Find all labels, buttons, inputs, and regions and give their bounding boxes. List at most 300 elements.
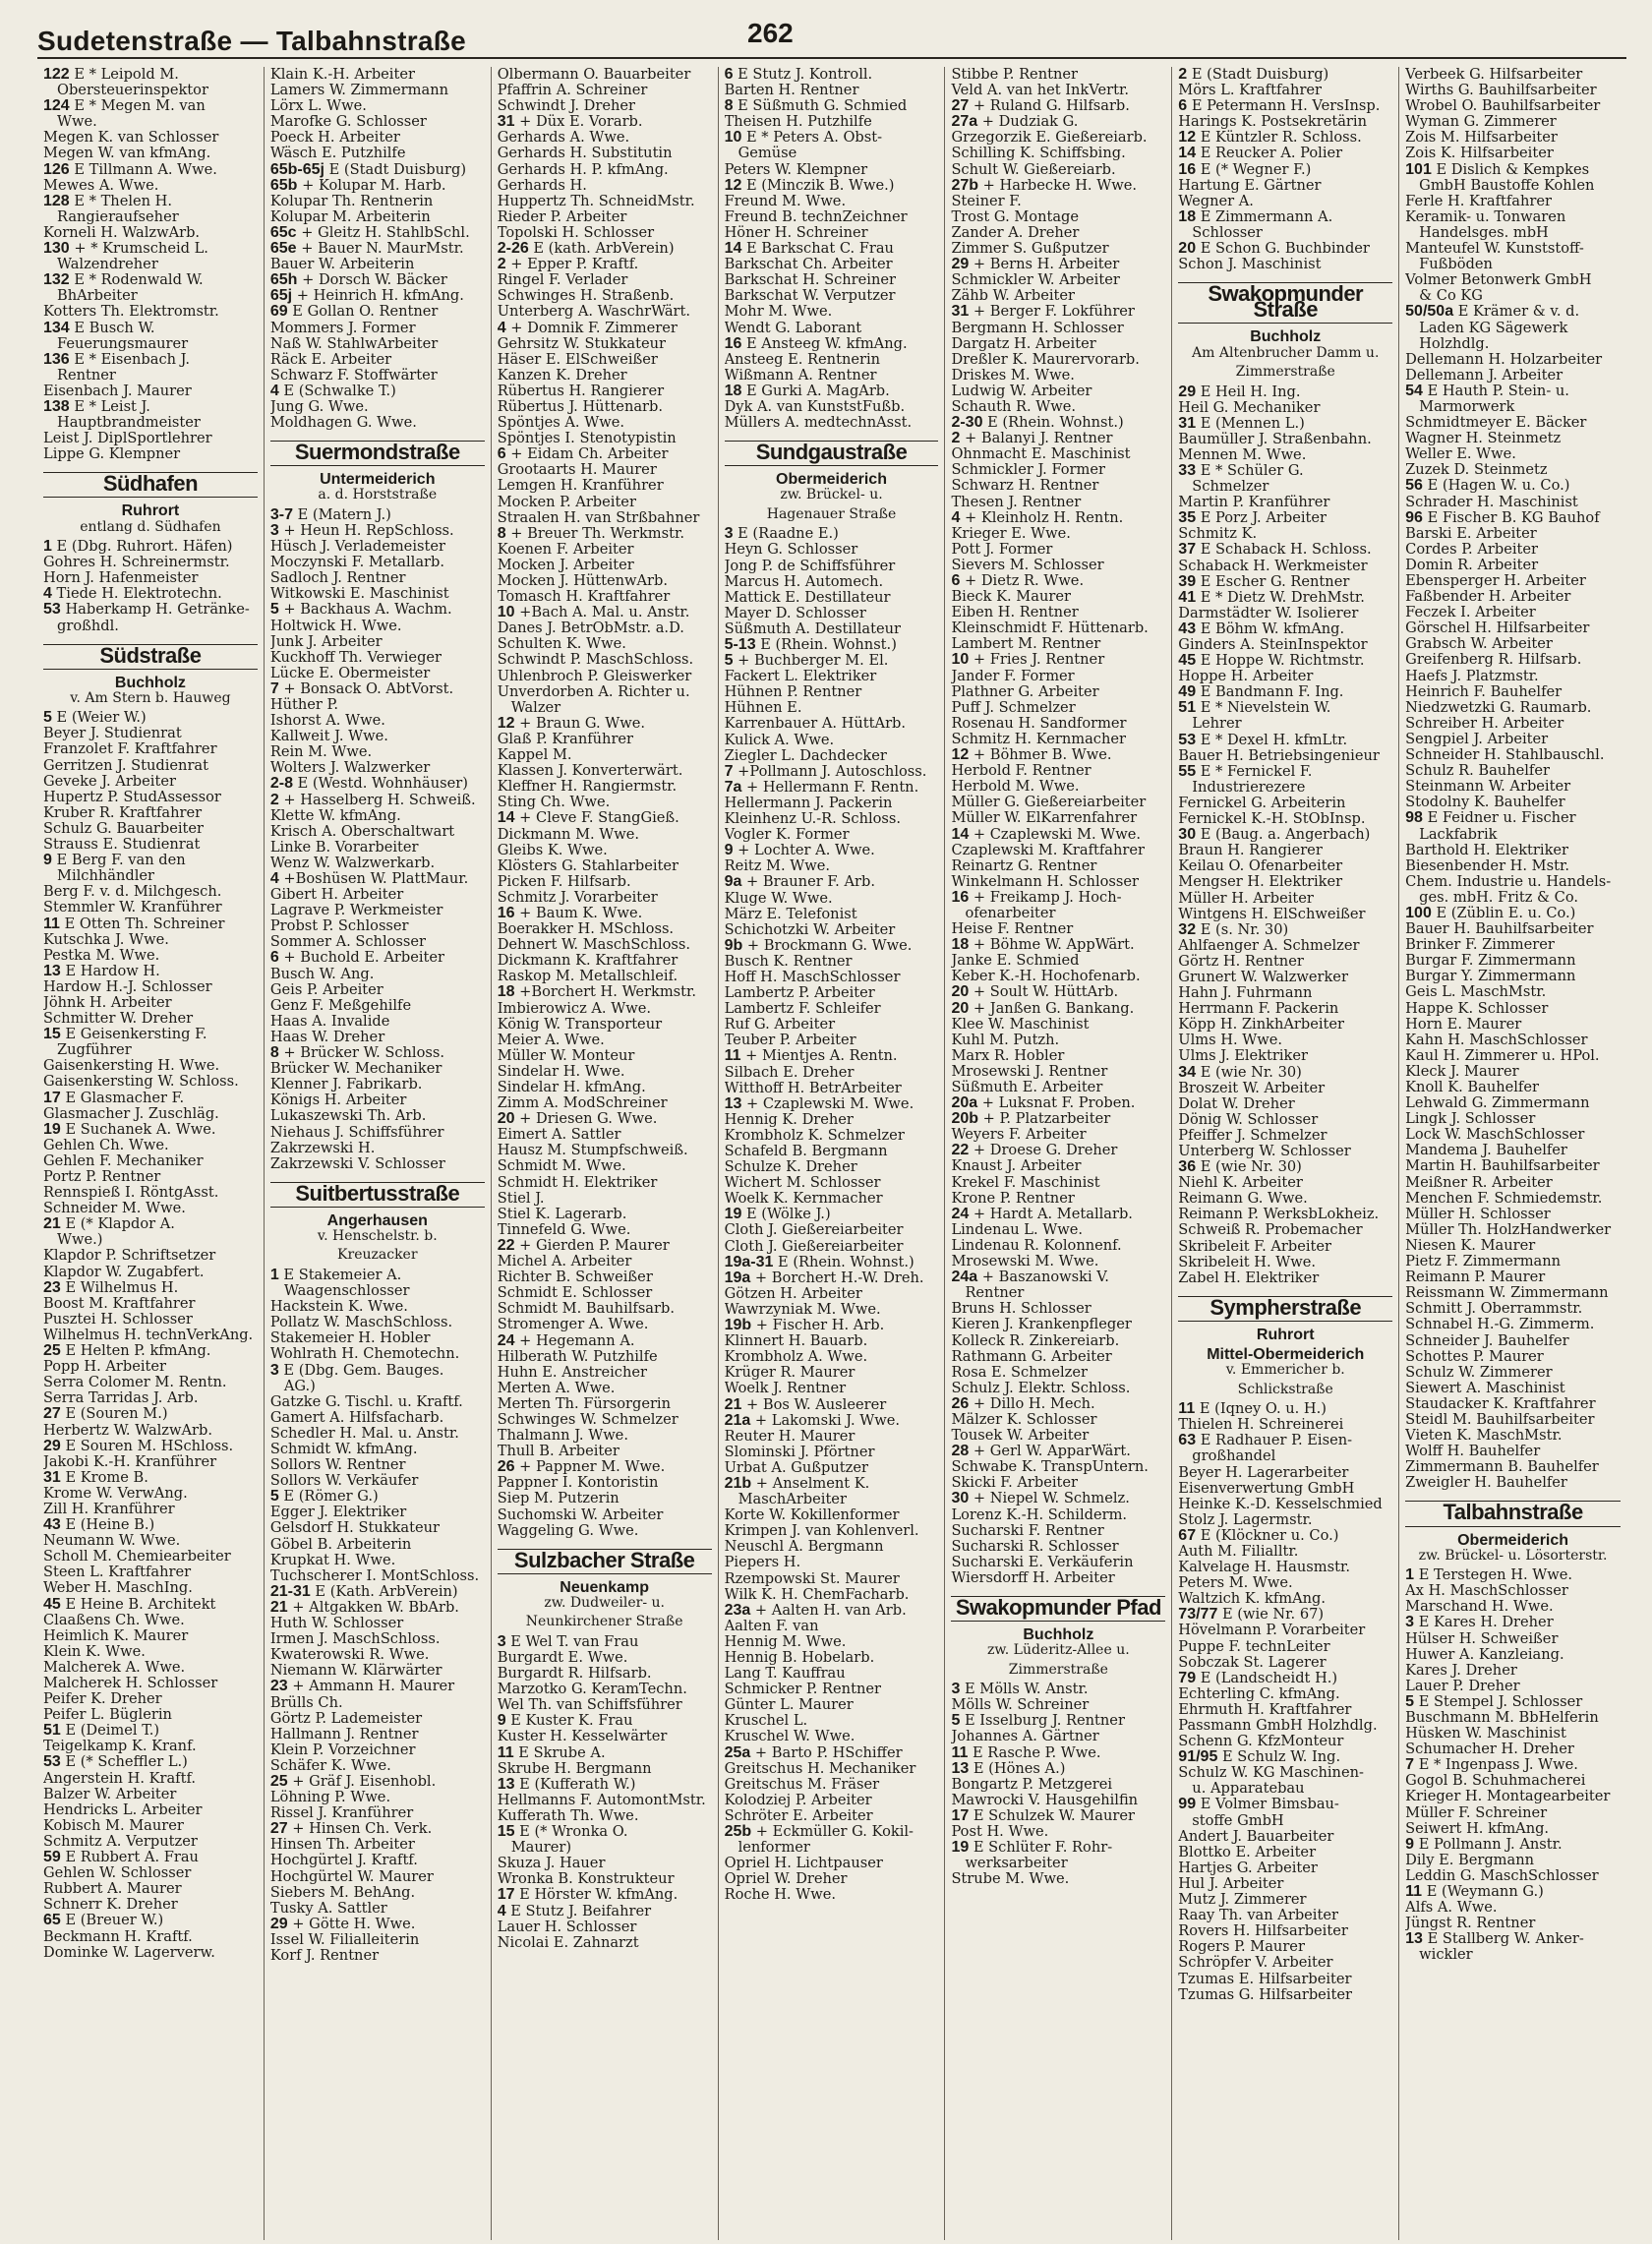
entry-text: Haas W. Dreher xyxy=(269,1029,385,1045)
entry-text: Hennig K. Dreher xyxy=(724,1111,854,1128)
entry-text: Wendt G. Laborant xyxy=(724,320,862,336)
entry-text: E (Kufferath W.) xyxy=(519,1776,636,1793)
entry-text: Schwinges W. Schmelzer xyxy=(497,1411,678,1428)
resident-entry xyxy=(498,399,712,415)
entry-text: Witthoff H. BetrArbeiter xyxy=(724,1080,902,1096)
resident-entry xyxy=(1405,1033,1621,1048)
entry-text: Dickmann K. Kraftfahrer xyxy=(497,953,678,970)
entry-text: Klapdor P. Schriftsetzer xyxy=(43,1248,216,1265)
house-number: 4 xyxy=(269,871,279,887)
resident-entry xyxy=(270,1489,485,1505)
entry-continuation xyxy=(1178,479,1392,495)
resident-entry xyxy=(1178,843,1392,858)
entry-text: E Heil H. Ing. xyxy=(1200,384,1301,400)
entry-text: Sievers M. Schlosser xyxy=(951,557,1104,573)
resident-entry xyxy=(725,194,939,209)
resident-entry xyxy=(1405,1412,1621,1428)
column-3 xyxy=(492,67,719,2240)
entry-text: Lörx L. Wwe. xyxy=(269,98,367,115)
resident-entry xyxy=(1178,985,1392,1001)
entry-text: Laden KG Sägewerk xyxy=(1419,320,1568,336)
resident-entry xyxy=(270,162,485,178)
resident-entry xyxy=(1405,98,1621,114)
resident-entry xyxy=(498,1381,712,1396)
resident-entry xyxy=(1178,178,1392,194)
resident-entry xyxy=(43,900,258,915)
resident-entry xyxy=(270,114,485,130)
entry-text: Schmitt J. Oberrammstr. xyxy=(1405,1301,1583,1318)
resident-entry xyxy=(43,948,258,964)
district-name: Buchholz xyxy=(1023,1626,1094,1644)
resident-entry xyxy=(951,1033,1165,1048)
resident-entry xyxy=(951,716,1165,732)
entry-text: Echterling C. kfmAng. xyxy=(1178,1685,1340,1702)
resident-entry xyxy=(951,241,1165,257)
resident-entry xyxy=(270,1805,485,1821)
entry-text: Rieder P. Arbeiter xyxy=(497,208,627,225)
house-number: 2-30 xyxy=(951,415,983,432)
resident-entry xyxy=(1405,1444,1621,1459)
entry-text: Sucharski F. Rentner xyxy=(951,1522,1104,1539)
resident-entry xyxy=(43,1280,258,1296)
entry-text: E * Leist J. xyxy=(74,398,150,415)
resident-entry xyxy=(270,1268,485,1283)
resident-entry xyxy=(725,336,939,352)
entry-text: Plathner G. Arbeiter xyxy=(951,683,1099,700)
entry-continuation xyxy=(43,368,258,384)
entry-text: Brinker F. Zimmerer xyxy=(1405,937,1555,954)
resident-entry xyxy=(43,1328,258,1343)
entry-text: Schmitz H. Kernmacher xyxy=(951,731,1126,747)
resident-entry xyxy=(725,858,939,874)
resident-entry xyxy=(1178,954,1392,970)
entry-text: Tinnefeld G. Wwe. xyxy=(497,1221,631,1238)
street-heading: Südhafen xyxy=(43,472,258,498)
house-number: 10 xyxy=(497,605,515,621)
house-number: 34 xyxy=(1178,1064,1197,1081)
house-number: 13 xyxy=(43,963,61,979)
entry-text: Schäfer K. Wwe. xyxy=(269,1757,391,1774)
resident-entry xyxy=(498,1222,712,1238)
resident-entry xyxy=(498,1048,712,1064)
entry-text: Driskes M. Wwe. xyxy=(951,367,1075,384)
house-number: 9b xyxy=(724,937,743,954)
house-number: 12 xyxy=(724,177,742,194)
entry-text: Sengpiel J. Arbeiter xyxy=(1405,731,1549,747)
entry-text: Wrobel O. Bauhilfsarbeiter xyxy=(1405,98,1601,115)
resident-entry xyxy=(1178,257,1392,272)
resident-entry xyxy=(951,1143,1165,1158)
resident-entry xyxy=(43,1296,258,1312)
entry-text: Barkschat Ch. Arbeiter xyxy=(724,257,893,273)
entry-text: Schumacher H. Dreher xyxy=(1405,1742,1574,1758)
entry-text: Lippe G. Klempner xyxy=(43,446,181,463)
district-name: Obermeiderich xyxy=(1457,1531,1569,1549)
resident-entry xyxy=(498,1919,712,1935)
resident-entry xyxy=(498,1301,712,1317)
resident-entry xyxy=(498,636,712,652)
resident-entry xyxy=(1178,194,1392,209)
resident-entry xyxy=(498,890,712,906)
entry-text: Müllers A. medtechnAsst. xyxy=(724,415,913,432)
entry-text: Pestka M. Wwe. xyxy=(43,947,160,964)
resident-entry xyxy=(1405,1333,1621,1349)
entry-text: Verbeek G. Hilfsarbeiter xyxy=(1405,67,1583,83)
entry-text: Greitschus H. Mechaniker xyxy=(724,1760,916,1777)
entry-text: Gaisenkersting H. Wwe. xyxy=(43,1058,220,1075)
resident-entry xyxy=(1178,1112,1392,1128)
entry-text: E (* Klapdor A. xyxy=(65,1216,175,1233)
resident-entry xyxy=(1178,606,1392,621)
resident-entry xyxy=(725,399,939,415)
resident-entry xyxy=(1178,1481,1392,1497)
resident-entry xyxy=(725,780,939,796)
resident-entry xyxy=(1405,652,1621,668)
entry-text: Rentner xyxy=(965,1285,1025,1302)
entry-text: Karrenbauer A. HüttArb. xyxy=(724,716,907,733)
resident-entry xyxy=(270,934,485,950)
resident-entry xyxy=(725,733,939,748)
resident-entry xyxy=(951,700,1165,716)
resident-entry xyxy=(725,574,939,590)
entry-text: Issel W. Filialleiterin xyxy=(269,1931,420,1948)
resident-entry xyxy=(270,555,485,570)
entry-text: Hallmann J. Rentner xyxy=(269,1726,419,1742)
resident-entry xyxy=(951,1697,1165,1713)
resident-entry xyxy=(1178,209,1392,225)
resident-entry xyxy=(498,1095,712,1111)
house-number: 55 xyxy=(1178,763,1197,780)
resident-entry xyxy=(1405,1663,1621,1679)
resident-entry xyxy=(725,1191,939,1207)
entry-text: Schult W. Gießereiarb. xyxy=(951,161,1116,178)
resident-entry xyxy=(1178,1222,1392,1238)
house-number: 16 xyxy=(951,889,970,906)
resident-entry xyxy=(498,843,712,858)
resident-entry xyxy=(951,1095,1165,1111)
resident-entry xyxy=(1178,1159,1392,1175)
resident-entry xyxy=(1178,1144,1392,1159)
resident-entry xyxy=(270,83,485,98)
entry-text: E Stakemeier A. xyxy=(283,1267,402,1283)
entry-text: Dellemann J. Arbeiter xyxy=(1405,367,1564,384)
resident-entry xyxy=(43,1723,258,1739)
resident-entry xyxy=(1405,130,1621,146)
entry-text: Hühnen P. Rentner xyxy=(724,684,862,701)
entry-text: + Kolupar M. Harb. xyxy=(302,177,446,194)
entry-text: Burgar F. Zimmermann xyxy=(1405,953,1576,970)
resident-entry xyxy=(1405,636,1621,652)
entry-text: Vieten K. MaschMstr. xyxy=(1405,1428,1563,1445)
district-name: Untermeiderich xyxy=(320,471,436,489)
resident-entry xyxy=(270,1045,485,1061)
house-number: 9 xyxy=(43,853,52,869)
house-number: 5 xyxy=(269,602,279,619)
entry-text: E Dislich & Kempkes xyxy=(1436,161,1590,178)
entry-text: Tiede H. Elektrotechn. xyxy=(56,586,222,603)
entry-text: Reuter H. Maurer xyxy=(724,1428,856,1445)
entry-text: Klösters G. Stahlarbeiter xyxy=(497,857,679,874)
entry-text: Hüsken W. Maschinist xyxy=(1405,1726,1566,1742)
entry-text: Schwindt J. Dreher xyxy=(497,98,636,115)
resident-entry xyxy=(725,1445,939,1460)
resident-entry xyxy=(43,1897,258,1913)
street-location-note: v. Henschelstr. b. xyxy=(317,1227,438,1244)
resident-entry xyxy=(725,970,939,985)
entry-text: Huppertz Th. SchneidMstr. xyxy=(497,193,695,209)
entry-text: Nicolai E. Zahnarzt xyxy=(497,1934,639,1951)
resident-entry xyxy=(498,1033,712,1048)
entry-text: Stodolny K. Bauhelfer xyxy=(1405,795,1565,811)
entry-text: E * Thelen H. xyxy=(74,193,173,209)
resident-entry xyxy=(270,1790,485,1805)
resident-entry xyxy=(498,1761,712,1777)
resident-entry xyxy=(951,1761,1165,1777)
house-number: 99 xyxy=(1178,1797,1197,1813)
resident-entry xyxy=(1178,1845,1392,1860)
resident-entry xyxy=(725,98,939,114)
resident-entry xyxy=(43,1201,258,1216)
house-number: 8 xyxy=(497,525,506,542)
resident-entry xyxy=(951,194,1165,209)
entry-text: Horn E. Maurer xyxy=(1405,1016,1522,1033)
entry-text: E Hauth P. Stein- u. xyxy=(1427,383,1569,399)
page-title: Sudetenstraße — Talbahnstraße xyxy=(37,26,467,56)
resident-entry xyxy=(725,1745,939,1761)
entry-text: + Barto P. HSchiffer xyxy=(754,1744,903,1761)
entry-text: Krisch A. Oberschaltwart xyxy=(269,823,455,840)
resident-entry xyxy=(1178,1033,1392,1048)
house-number: 6 xyxy=(497,446,506,463)
resident-entry xyxy=(725,1793,939,1808)
entry-continuation xyxy=(43,336,258,352)
resident-entry xyxy=(1405,1931,1621,1947)
resident-entry xyxy=(951,732,1165,747)
resident-entry xyxy=(43,1312,258,1328)
entry-text: Schon J. Maschinist xyxy=(1178,257,1322,273)
resident-entry xyxy=(270,1315,485,1330)
street-location-note: v. Emmericher b. xyxy=(1225,1362,1345,1379)
entry-text: Schmitz J. Vorarbeiter xyxy=(497,889,658,906)
resident-entry xyxy=(725,288,939,304)
entry-text: E * Peters A. Obst- xyxy=(746,130,883,147)
entry-text: E (wie Nr. 30) xyxy=(1200,1159,1302,1176)
entry-text: E (Weymann G.) xyxy=(1426,1884,1544,1900)
resident-entry xyxy=(43,1138,258,1153)
resident-entry xyxy=(1178,1860,1392,1876)
entry-text: + Heinrich H. kfmAng. xyxy=(296,288,464,305)
house-number: 53 xyxy=(43,602,61,619)
resident-entry xyxy=(1178,574,1392,590)
resident-entry xyxy=(951,399,1165,415)
resident-entry xyxy=(270,1885,485,1901)
resident-entry xyxy=(725,1033,939,1048)
entry-text: Sollors W. Rentner xyxy=(269,1457,406,1474)
entry-text: E Hörster W. kfmAng. xyxy=(519,1887,678,1904)
entry-text: Holzhdlg. xyxy=(1419,335,1490,352)
resident-entry xyxy=(270,586,485,602)
resident-entry xyxy=(1405,1821,1621,1837)
entry-text: E (Deimel T.) xyxy=(65,1723,160,1740)
resident-entry xyxy=(1405,1143,1621,1158)
entry-text: lenformer xyxy=(738,1840,810,1857)
entry-text: Busch K. Rentner xyxy=(724,953,853,970)
house-number: 2 xyxy=(497,257,506,273)
entry-text: Wäsch E. Putzhilfe xyxy=(269,146,406,162)
resident-entry xyxy=(43,1881,258,1897)
entry-text: Jüngst R. Rentner xyxy=(1405,1916,1536,1932)
resident-entry xyxy=(951,1175,1165,1191)
entry-text: Steen L. Kraftfahrer xyxy=(43,1565,192,1581)
entry-text: E (* Scheffler L.) xyxy=(65,1754,188,1771)
entry-text: E Souren M. HSchloss. xyxy=(65,1438,234,1454)
resident-entry xyxy=(270,272,485,288)
entry-text: Günter L. Maurer xyxy=(724,1697,854,1714)
resident-entry xyxy=(498,1285,712,1301)
entry-text: Krieger E. Wwe. xyxy=(951,525,1071,542)
district-name: Obermeiderich xyxy=(776,471,887,489)
entry-text: wickler xyxy=(1419,1947,1473,1964)
entry-text: Huwer A. Kanzleiang. xyxy=(1405,1646,1564,1663)
entry-text: Junk J. Arbeiter xyxy=(269,633,383,650)
resident-entry xyxy=(270,1758,485,1774)
house-number: 18 xyxy=(724,383,742,399)
entry-text: Eimert A. Sattler xyxy=(497,1127,621,1144)
entry-text: Blottko E. Arbeiter xyxy=(1178,1844,1317,1860)
entry-text: Burgardt E. Wwe. xyxy=(497,1650,628,1666)
entry-text: Lambert M. Rentner xyxy=(951,636,1101,653)
entry-text: E (Kath. ArbVerein) xyxy=(315,1583,458,1600)
entry-text: E Reucker A. Polier xyxy=(1200,146,1343,162)
entry-text: Harings K. Postsekretärin xyxy=(1178,114,1367,131)
entry-text: Spöntjes A. Wwe. xyxy=(497,415,624,432)
resident-entry xyxy=(1178,1175,1392,1191)
resident-entry xyxy=(725,985,939,1001)
resident-entry xyxy=(270,1711,485,1727)
house-number: 2 xyxy=(1178,67,1188,83)
entry-text: + Niepel W. Schmelz. xyxy=(973,1491,1130,1507)
house-number: 21 xyxy=(269,1599,288,1616)
resident-entry xyxy=(951,795,1165,810)
street-location-note: zw. Brückel- u. Lösorterstr. xyxy=(1418,1547,1608,1564)
entry-continuation xyxy=(498,700,712,716)
entry-text: Grootaarts H. Maurer xyxy=(497,462,657,479)
entry-text: Schaback H. Werkmeister xyxy=(1178,558,1368,574)
entry-text: Auth M. Filialltr. xyxy=(1178,1543,1299,1560)
house-number: 23 xyxy=(43,1279,61,1296)
resident-entry xyxy=(498,1475,712,1491)
resident-entry xyxy=(725,162,939,178)
entry-text: Johannes A. Gärtner xyxy=(951,1729,1099,1745)
resident-entry xyxy=(951,1396,1165,1412)
entry-text: E Stutz J. Beifahrer xyxy=(510,1903,652,1919)
entry-text: E Gollan O. Rentner xyxy=(292,304,439,321)
entry-text: Marcus H. Automech. xyxy=(724,573,884,590)
entry-text: Kaul H. Zimmerer u. HPol. xyxy=(1405,1047,1600,1064)
entry-text: Wilk K. H. ChemFacharb. xyxy=(724,1586,910,1603)
entry-text: Alfs A. Wwe. xyxy=(1405,1900,1498,1917)
resident-entry xyxy=(951,605,1165,620)
house-number: 22 xyxy=(951,1143,970,1159)
house-number: 3 xyxy=(497,1633,506,1650)
house-number: 13 xyxy=(724,1095,742,1112)
resident-entry xyxy=(498,669,712,684)
house-number: 13 xyxy=(497,1776,515,1793)
entry-text: Peifer K. Dreher xyxy=(43,1691,162,1708)
resident-entry xyxy=(951,1301,1165,1317)
resident-entry xyxy=(1405,1868,1621,1884)
resident-entry xyxy=(498,1396,712,1412)
entry-text: + Czaplewski M. Wwe. xyxy=(973,826,1142,843)
resident-entry xyxy=(951,1682,1165,1697)
house-number: 2 xyxy=(269,792,279,808)
entry-text: Kappel M. xyxy=(497,747,572,764)
entry-text: +Pollmann J. Autoschloss. xyxy=(738,763,927,780)
entry-text: E Böhm W. kfmAng. xyxy=(1200,620,1345,637)
entry-text: Krombholz K. Schmelzer xyxy=(724,1127,905,1144)
resident-entry xyxy=(43,1660,258,1676)
entry-text: Jong P. de Schiffsführer xyxy=(724,558,896,574)
entry-text: Keilau O. Ofenarbeiter xyxy=(1178,858,1343,875)
entry-text: Kruschel W. Wwe. xyxy=(724,1729,856,1745)
entry-continuation xyxy=(43,1232,258,1248)
column-4 xyxy=(719,67,946,2240)
entry-text: Skuza J. Hauer xyxy=(497,1856,606,1872)
entry-text: Lagrave P. Werkmeister xyxy=(269,903,443,919)
resident-entry xyxy=(1178,1065,1392,1081)
resident-entry xyxy=(1178,1128,1392,1144)
resident-entry xyxy=(1178,1017,1392,1033)
entry-text: Kruber R. Kraftfahrer xyxy=(43,804,203,821)
entry-text: E Schaback H. Schloss. xyxy=(1200,542,1372,559)
entry-text: Steiner F. xyxy=(951,193,1022,209)
house-number: 132 xyxy=(43,272,70,289)
house-number: 21b xyxy=(724,1475,752,1492)
resident-entry xyxy=(1405,1742,1621,1757)
entry-text: Grzegorzik E. Gießereiarb. xyxy=(951,130,1148,147)
resident-entry xyxy=(43,1929,258,1945)
resident-entry xyxy=(725,241,939,257)
entry-text: Gehlen F. Mechaniker xyxy=(43,1152,204,1169)
entry-text: Marmorwerk xyxy=(1419,398,1515,415)
entry-text: Zois M. Hilfsarbeiter xyxy=(1405,130,1558,147)
house-number: 136 xyxy=(43,351,70,368)
entry-text: E (Dbg. Gem. Bauges. xyxy=(283,1362,444,1379)
resident-entry xyxy=(43,272,258,288)
entry-text: Leddin G. MaschSchlosser xyxy=(1405,1867,1599,1884)
house-number: 2-8 xyxy=(269,776,293,793)
entry-text: E * Dexel H. kfmLtr. xyxy=(1200,732,1348,748)
resident-entry xyxy=(725,225,939,241)
entry-text: Gaisenkersting W. Schloss. xyxy=(43,1074,239,1091)
entry-text: Schilling K. Schiffsbing. xyxy=(951,146,1126,162)
house-number: 29 xyxy=(43,1438,61,1454)
resident-entry xyxy=(951,1111,1165,1127)
entry-text: E Fischer B. KG Bauhof xyxy=(1427,509,1600,526)
entry-text: E (Minczik B. Wwe.) xyxy=(746,177,895,194)
resident-entry xyxy=(725,748,939,764)
resident-entry xyxy=(270,1821,485,1837)
entry-text: Heinke K.-D. Kesselschmied xyxy=(1178,1496,1383,1512)
resident-entry xyxy=(498,747,712,763)
resident-entry xyxy=(725,257,939,272)
entry-text: + Backhaus A. Wachm. xyxy=(283,602,452,619)
entry-text: BhArbeiter xyxy=(57,288,138,305)
resident-entry xyxy=(1405,969,1621,984)
resident-entry xyxy=(270,336,485,352)
resident-entry xyxy=(498,446,712,462)
resident-entry xyxy=(1405,431,1621,446)
